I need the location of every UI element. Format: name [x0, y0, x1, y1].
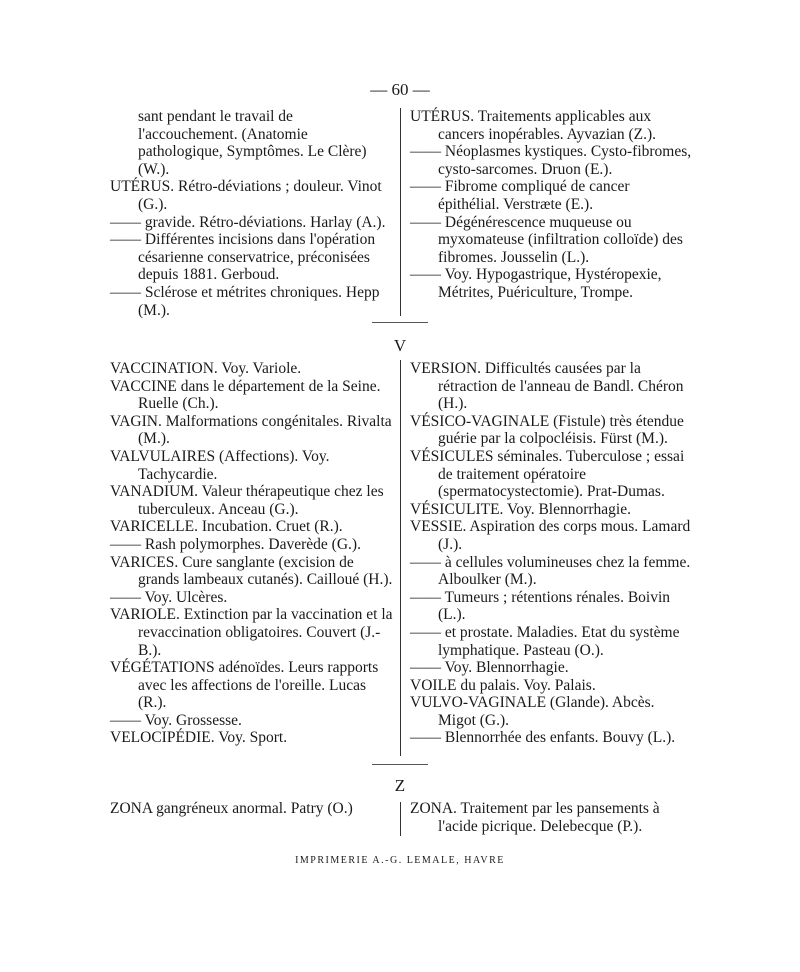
- list-item: VESSIE. Aspiration des corps mous. Lamard (J.).: [410, 518, 691, 553]
- list-item: —— Différentes incisions dans l'opération césarienne conservatrice, préconisées depuis 1881. Gerboud.: [110, 231, 376, 284]
- list-item: —— Voy. Blennorrhagie.: [410, 659, 569, 677]
- list-item: VERSION. Difficultés causées par la rétraction de l'anneau de Bandl. Chéron (H.).: [410, 360, 684, 413]
- list-item: —— Dégénérescence muqueuse ou myxomateuse (infiltration colloïde) des fibromes. Jousselin (L.).: [410, 213, 683, 266]
- column-divider: [400, 360, 401, 756]
- printer-imprint: IMPRIMERIE A.-G. LEMALE, HAVRE: [295, 855, 505, 866]
- section-heading-z: Z: [394, 776, 406, 795]
- list-item: —— Voy. Grossesse.: [110, 711, 242, 729]
- list-item: —— Voy. Hypogastrique, Hystéropexie, Métrites, Puériculture, Trompe.: [410, 266, 662, 301]
- list-item: —— Voy. Ulcères.: [110, 588, 228, 606]
- list-item: VELOCIPÉDIE. Voy. Sport.: [110, 729, 288, 747]
- list-item: —— Néoplasmes kystiques. Cysto-fibromes, cysto-sarcomes. Druon (E.).: [410, 143, 692, 178]
- list-item: VÉSICO-VAGINALE (Fistule) très étendue guérie par la colpocléisis. Fürst (M.).: [410, 412, 684, 448]
- list-item: sant pendant le travail de l'accouchement. (Anatomie pathologique, Symptômes. Le Clère) (W.).: [138, 108, 367, 178]
- list-item: —— à cellules volumineuses chez la femme. Alboulker (M.).: [410, 553, 691, 589]
- section-rule: [372, 764, 428, 765]
- list-item: VACCINE dans le département de la Seine. Ruelle (Ch.).: [110, 377, 381, 413]
- list-item: VALVULAIRES (Affections). Voy. Tachycardie.: [110, 447, 330, 483]
- column-divider: [400, 802, 401, 836]
- list-item: VARICELLE. Incubation. Cruet (R.).: [110, 518, 343, 536]
- z-right-column: [410, 800, 694, 835]
- list-item: VARICES. Cure sanglante (excision de grands lambeaux cutanés). Cailloué (H.).: [110, 553, 393, 589]
- list-item: UTÉRUS. Rétro-déviations ; douleur. Vinot (G.).: [110, 178, 382, 213]
- column-divider: [400, 108, 401, 316]
- v-right-column: [410, 360, 694, 747]
- list-item: VACCINATION. Voy. Variole.: [110, 360, 302, 377]
- list-item: —— Blennorrhée des enfants. Bouvy (L.).: [410, 729, 676, 747]
- list-item: VOILE du palais. Voy. Palais.: [410, 676, 596, 694]
- top-right-column: [410, 108, 694, 302]
- list-item: —— Tumeurs ; rétentions rénales. Boivin (L.).: [410, 588, 671, 624]
- list-item: —— gravide. Rétro-déviations. Harlay (A.).: [110, 213, 386, 231]
- list-item: VÉGÉTATIONS adénoïdes. Leurs rapports avec les affections de l'oreille. Lucas (R.).: [110, 659, 379, 712]
- list-item: VÉSICULES séminales. Tuberculose ; essai de traitement opératoire (spermatocystectomie). Prat-Dumas.: [410, 447, 685, 501]
- section-rule: [372, 322, 428, 323]
- list-item: —— Sclérose et métrites chroniques. Hepp (M.).: [110, 283, 380, 319]
- list-item: VAGIN. Malformations congénitales. Rivalta (M.).: [110, 412, 392, 448]
- list-item: VARIOLE. Extinction par la vaccination et la revaccination obligatoires. Couvert (J.-B.).: [110, 606, 393, 659]
- list-item: —— Fibrome compliqué de cancer épithélial. Verstræte (E.).: [410, 178, 630, 213]
- list-item: ZONA. Traitement par les pansements à l'acide picrique. Delebecque (P.).: [410, 800, 660, 835]
- v-left-column: [110, 360, 394, 747]
- list-item: VULVO-VAGINALE (Glande). Abcès. Migot (G.).: [410, 694, 655, 729]
- page-number: — 60 —: [370, 80, 430, 99]
- list-item: —— Rash polymorphes. Daverède (G.).: [110, 535, 361, 553]
- list-item: UTÉRUS. Traitements applicables aux cancers inopérables. Ayvazian (Z.).: [410, 108, 657, 143]
- list-item: VANADIUM. Valeur thérapeutique chez les tuberculeux. Anceau (G.).: [110, 483, 384, 518]
- list-item: —— et prostate. Maladies. Etat du système lymphatique. Pasteau (O.).: [410, 623, 680, 659]
- list-item: ZONA gangréneux anormal. Patry (O.): [110, 800, 353, 817]
- section-heading-v: V: [393, 336, 407, 355]
- top-left-column: [110, 108, 390, 319]
- z-left-column: [110, 800, 396, 818]
- list-item: VÉSICULITE. Voy. Blennorrhagie.: [410, 500, 631, 518]
